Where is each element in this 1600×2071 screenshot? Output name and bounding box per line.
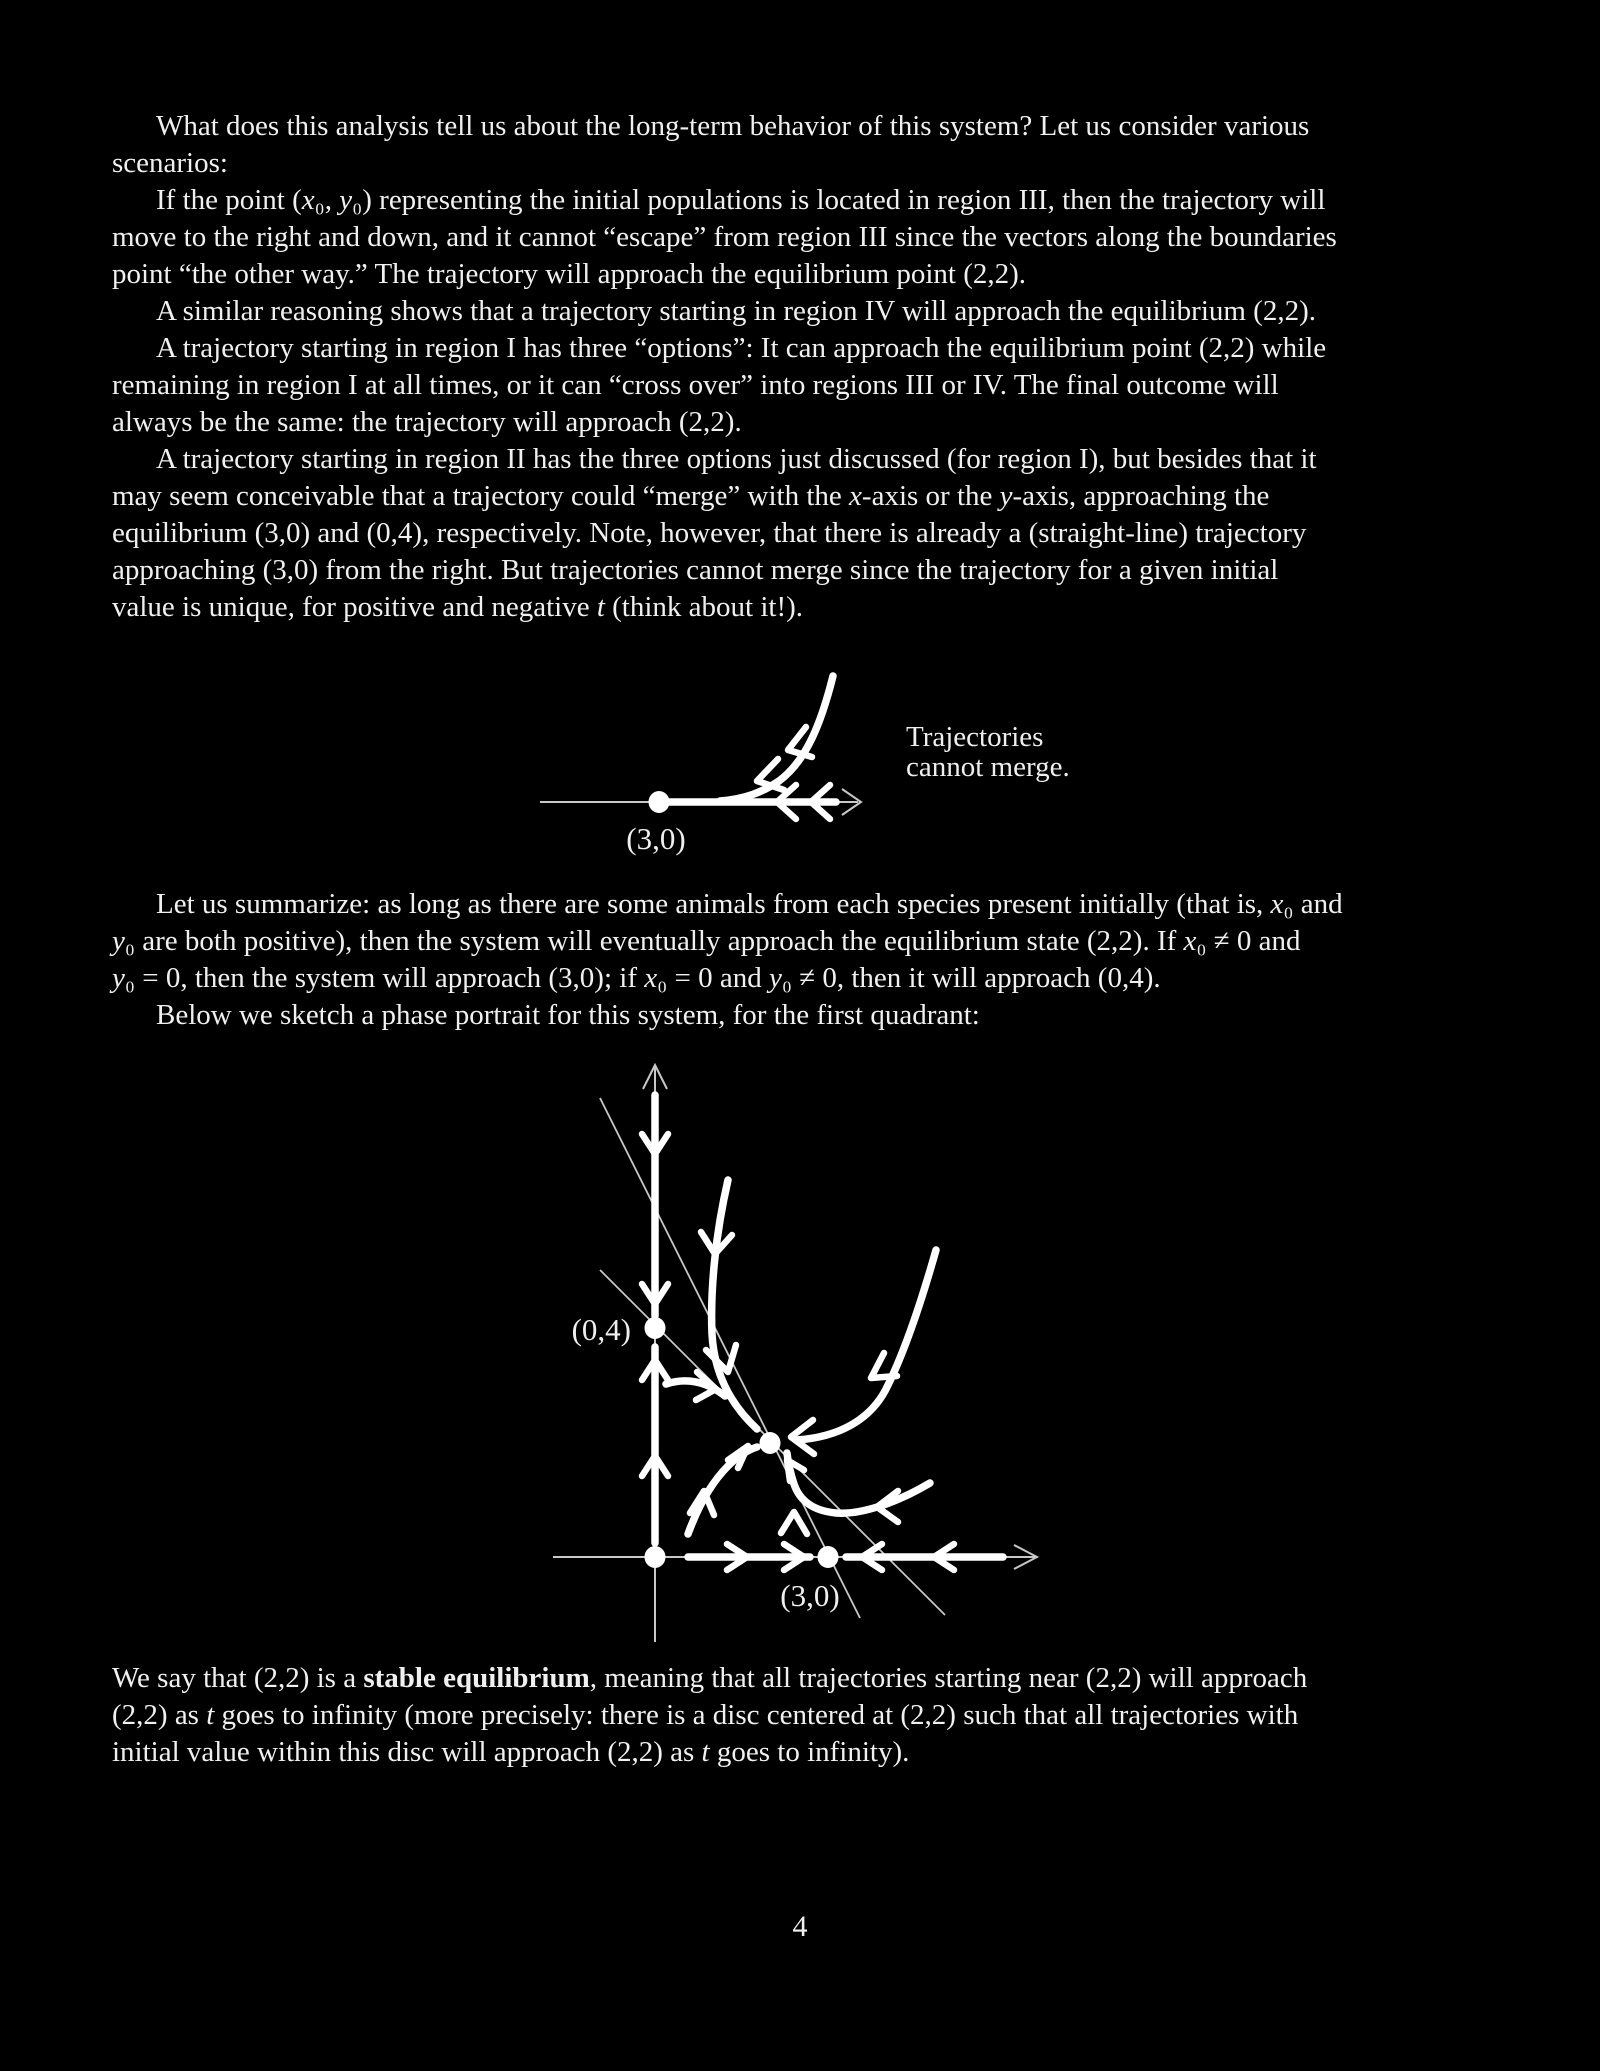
paragraph-line: y₀ = 0, then the system will approach (3,0); if x₀ = 0 and y₀ ≠ 0, then it will approach (0,4).	[112, 962, 1161, 994]
curved-trajectory	[720, 676, 833, 801]
origin-dot	[645, 1546, 666, 1568]
x-axis-trajectory-right	[846, 1544, 1003, 1570]
equilibrium-dot-3-0	[649, 791, 670, 813]
straight-line-trajectory	[668, 785, 836, 819]
down-left-arrowhead-icon	[757, 759, 784, 790]
body-text-block-2	[112, 886, 1542, 1034]
figure-caption-line-1: Trajectories	[906, 721, 1044, 753]
equilibrium-dot-3-0	[818, 1546, 839, 1568]
paragraph-line: initial value within this disc will approach (2,2) as t goes to infinity).	[112, 1736, 910, 1768]
paragraph-line: If the point (x₀, y₀) representing the initial populations is located in region III, then the trajectory will	[156, 184, 1326, 216]
figure-trajectories-cannot-merge	[380, 655, 1200, 880]
label-0-4: (0,4)	[571, 1312, 631, 1347]
paragraph-line: always be the same: the trajectory will approach (2,2).	[112, 406, 742, 438]
body-text-block-1	[112, 108, 1542, 626]
paragraph-line: point “the other way.” The trajectory will approach the equilibrium point (2,2).	[112, 258, 1027, 290]
x-axis-trajectory-left	[688, 1544, 810, 1570]
y-axis-trajectory-lower	[642, 1347, 668, 1543]
trajectory-from-lower-left	[688, 1446, 757, 1534]
paragraph-line: y₀ are both positive), then the system will eventually approach the equilibrium state (2,2). If x₀ ≠ 0 and	[112, 925, 1301, 957]
paragraph-line: may seem conceivable that a trajectory could “merge” with the x-axis or the y-axis, approaching the	[112, 480, 1270, 512]
paragraph-line: equilibrium (3,0) and (0,4), respectively. Note, however, that there is already a (straight-line) trajectory	[112, 517, 1307, 549]
paragraph-line: remaining in region I at all times, or it can “cross over” into regions III or IV. The final outcome will	[112, 369, 1279, 401]
figure-caption-line-2: cannot merge.	[906, 751, 1070, 783]
paragraph-line: A similar reasoning shows that a trajectory starting in region IV will approach the equilibrium (2,2).	[156, 295, 1316, 327]
label-3-0: (3,0)	[780, 1578, 840, 1613]
phase-portrait	[480, 1050, 1080, 1650]
paragraph-line: scenarios:	[112, 147, 228, 179]
paragraph-line: What does this analysis tell us about the long-term behavior of this system? Let us consider various	[156, 110, 1310, 142]
paragraph-line: (2,2) as t goes to infinity (more precisely: there is a disc centered at (2,2) such that all trajectories with	[112, 1699, 1299, 1731]
trajectory-from-upper-right	[791, 1250, 936, 1454]
trajectory-from-left	[666, 1372, 725, 1400]
up-arrowhead-icon	[781, 1512, 807, 1534]
paragraph-line: A trajectory starting in region II has the three options just discussed (for region I), but besides that it	[156, 443, 1317, 475]
paragraph-line: approaching (3,0) from the right. But trajectories cannot merge since the trajectory for a given initial	[112, 554, 1279, 586]
paragraph-line: Below we sketch a phase portrait for this system, for the first quadrant:	[156, 999, 980, 1031]
equilibrium-dot-2-2	[760, 1432, 781, 1454]
paragraph-line: value is unique, for positive and negative t (think about it!).	[112, 591, 804, 623]
paragraph-line: A trajectory starting in region I has three “options”: It can approach the equilibrium point (2,2) while	[156, 332, 1327, 364]
page-number: 4	[792, 1910, 808, 1943]
paragraph-line: We say that (2,2) is a stable equilibrium, meaning that all trajectories starting near (2,2) will approach	[112, 1662, 1308, 1694]
point-label: (3,0)	[626, 821, 686, 856]
y-axis-trajectory-upper	[642, 1095, 668, 1316]
paragraph-line: move to the right and down, and it cannot “escape” from region III since the vectors along the boundaries	[112, 221, 1337, 253]
equilibrium-dot-0-4	[645, 1317, 666, 1339]
trajectory-from-lower-right	[781, 1453, 930, 1534]
paragraph-line: Let us summarize: as long as there are some animals from each species present initially (that is, x₀ and	[156, 888, 1343, 920]
body-text-block-3	[112, 1660, 1542, 1771]
